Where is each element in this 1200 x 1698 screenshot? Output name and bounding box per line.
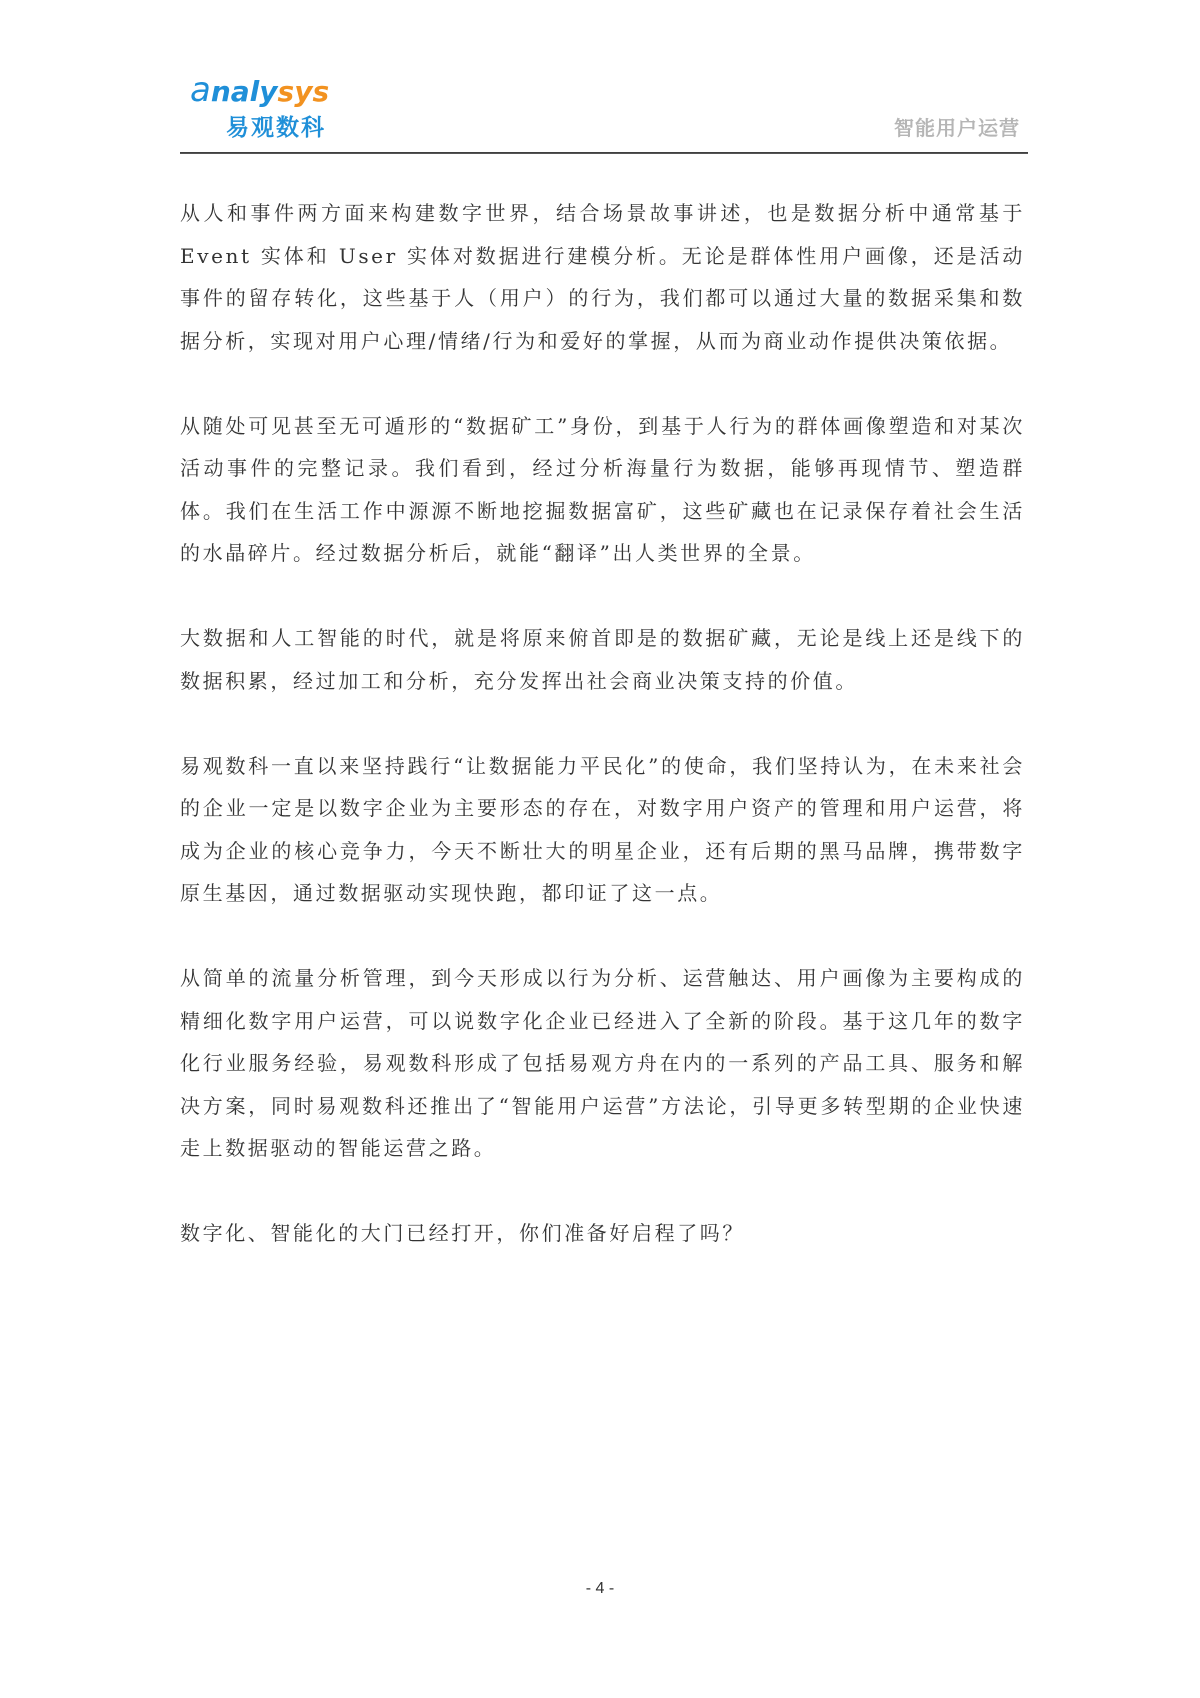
logo-wordmark: analysys bbox=[190, 70, 330, 110]
paragraph: 大数据和人工智能的时代，就是将原来俯首即是的数据矿藏，无论是线上还是线下的数据积累，经过加工和分析，充分发挥出社会商业决策支持的价值。 bbox=[180, 626, 1025, 693]
paragraph: 从简单的流量分析管理，到今天形成以行为分析、运营触达、用户画像为主要构成的精细化数字用户运营，可以说数字化企业已经进入了全新的阶段。基于这几年的数字化行业服务经验，易观数科形成了包括易观方舟在内的一系列的产品工具、服务和解决方案，同时易观数科还推出了“智能用户运营”方法论，引导更多转型期的企业快速走上数据驱动的智能运营之路。 bbox=[180, 966, 1025, 1160]
header-divider bbox=[180, 152, 1028, 154]
paragraph: 从随处可见甚至无可遁形的“数据矿工”身份，到基于人行为的群体画像塑造和对某次活动事件的完整记录。我们看到，经过分析海量行为数据，能够再现情节、塑造群体。我们在生活工作中源源不断地挖掘数据富矿，这些矿藏也在记录保存着社会生活的水晶碎片。经过数据分析后，就能“翻译”出人类世界的全景。 bbox=[180, 413, 1025, 565]
paragraph: 从人和事件两方面来构建数字世界，结合场景故事讲述，也是数据分析中通常基于 Event 实体和 User 实体对数据进行建模分析。无论是群体性用户画像，还是活动事件的留存转化，这些基于人（用户）的行为，我们都可以通过大量的数据采集和数据分析，实现对用户心理/情绪/行为和爱好的掌握，从而为商业动作提供决策依据。 bbox=[180, 201, 1025, 353]
document-body bbox=[180, 192, 1025, 1297]
page-number: - 4 - bbox=[585, 1580, 615, 1597]
paragraph: 易观数科一直以来坚持践行“让数据能力平民化”的使命，我们坚持认为，在未来社会的企业一定是以数字企业为主要形态的存在，对数字用户资产的管理和用户运营，将成为企业的核心竞争力，今天不断壮大的明星企业，还有后期的黑马品牌，携带数字原生基因，通过数据驱动实现快跑，都印证了这一点。 bbox=[180, 753, 1025, 905]
logo-chinese-name: 易观数科 bbox=[226, 115, 326, 141]
paragraph: 数字化、智能化的大门已经打开，你们准备好启程了吗？ bbox=[180, 1221, 745, 1245]
page-header bbox=[180, 70, 1028, 155]
analysys-logo bbox=[190, 70, 330, 142]
section-title: 智能用户运营 bbox=[894, 116, 1020, 140]
